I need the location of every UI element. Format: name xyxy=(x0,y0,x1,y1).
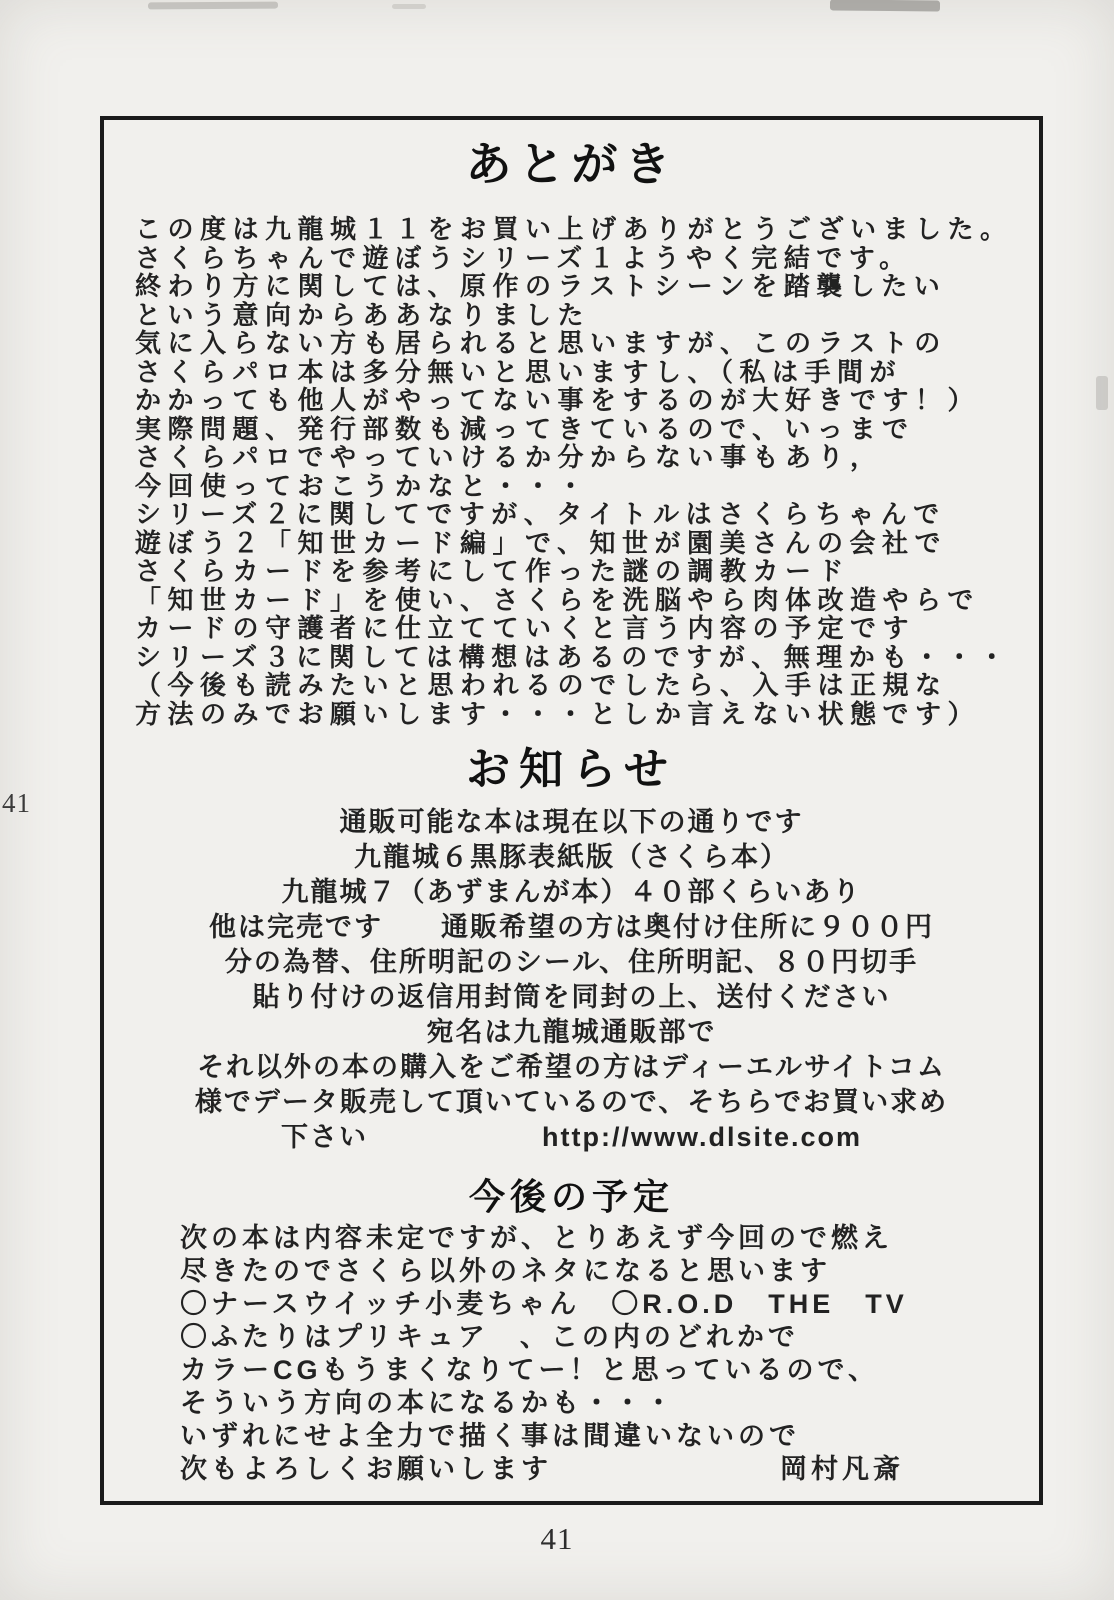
scan-artifact xyxy=(148,2,278,10)
afterword-line: さくらカードを参考にして作った謎の調教カード xyxy=(135,556,851,586)
notice-line-with-url: 下さい http://www.dlsite.com xyxy=(280,1122,862,1152)
afterword-line: 終わり方に関しては、原作のラストシーンを踏襲したい xyxy=(135,271,947,301)
notice-line: 他は完売です 通販希望の方は奥付け住所に９００円 xyxy=(209,912,934,942)
plans-line: いずれにせよ全力で描く事は間違いないので xyxy=(180,1421,800,1451)
notice-line: 分の為替、住所明記のシール、住所明記、８０円切手 xyxy=(224,947,919,977)
afterword-line: シリーズ３に関しては構想はあるのですが、無理かも・・・ xyxy=(135,641,1012,672)
afterword-line: シリーズ２に関してですが、タイトルはさくらちゃんで xyxy=(135,499,946,529)
afterword-line: （今後も読みたいと思われるのでしたら、入手は正規な xyxy=(135,670,948,700)
afterword-line: 今回使っておこうかなと・・・ xyxy=(135,470,591,501)
notice-line: 貼り付けの返信用封筒を同封の上、送付ください xyxy=(252,982,891,1012)
afterword-line: 遊ぼう２「知世カード編」で、知世が園美さんの会社で xyxy=(135,527,947,558)
plans-line: カラーCGもうまくなりてー！と思っているので、 xyxy=(180,1355,879,1385)
notice-line: 九龍城７（あずまんが本）４０部くらいあり xyxy=(281,877,862,907)
notice-title: お知らせ xyxy=(466,745,677,794)
scan-artifact xyxy=(392,4,426,9)
plans-line: そういう方向の本になるかも・・・ xyxy=(180,1388,676,1418)
afterword-line: この度は九龍城１１をお買い上げありがとうございました。 xyxy=(135,214,1013,244)
notice-line: 宛名は九龍城通販部で xyxy=(426,1017,717,1047)
scan-artifact xyxy=(1096,376,1108,410)
margin-page-number: 41 xyxy=(2,788,31,818)
author-signature: 岡村凡斎 xyxy=(780,1454,904,1484)
notice-line: それ以外の本の購入をご希望の方はディーエルサイトコム xyxy=(197,1052,946,1082)
content-frame xyxy=(100,116,1043,1505)
plans-title: 今後の予定 xyxy=(468,1176,674,1217)
plans-section xyxy=(104,1222,1039,1486)
plans-closing-text: 次もよろしくお願いします xyxy=(180,1454,552,1484)
plans-line: 〇ふたりはプリキュア 、この内のどれかで xyxy=(180,1322,799,1352)
notice-line: 通販可能な本は現在以下の通りです xyxy=(339,807,804,837)
plans-closing-row xyxy=(180,1453,1009,1486)
notice-line: 九龍城６黒豚表紙版（さくら本） xyxy=(354,842,789,872)
afterword-line: さくらパロでやっていけるか分からない事もあり， xyxy=(135,442,883,472)
afterword-line: 方法のみでお願いします・・・としか言えない状態です） xyxy=(135,698,981,729)
afterword-paragraph xyxy=(104,215,1039,728)
afterword-line: さくらパロ本は多分無いと思いますし、（私は手間が xyxy=(135,356,903,387)
plans-line: 〇ナースウイッチ小麦ちゃん 〇R.O.D THE TV xyxy=(180,1289,908,1319)
afterword-line: という意向からああなりました xyxy=(135,299,591,330)
scan-artifact xyxy=(830,0,940,12)
notice-line: 様でデータ販売して頂いているので、そちらでお買い求め xyxy=(194,1087,949,1117)
plans-line: 尽きたのでさくら以外のネタになると思います xyxy=(180,1256,831,1286)
plans-line: 次の本は内容未定ですが、とりあえず今回ので燃え xyxy=(180,1223,893,1253)
afterword-line: 実際問題、発行部数も減ってきているので、いっまで xyxy=(135,413,915,444)
notice-section xyxy=(104,805,1039,1155)
footer-page-number: 41 xyxy=(540,1521,574,1556)
afterword-line: 気に入らない方も居られると思いますが、このラストの xyxy=(135,328,947,358)
afterword-line: 「知世カード」を使い、さくらを洗脳やら肉体改造やらで xyxy=(135,584,980,615)
afterword-line: さくらちゃんで遊ぼうシリーズ１ようやく完結です。 xyxy=(135,242,912,273)
afterword-line: カードの守護者に仕立てていくと言う内容の予定です xyxy=(135,613,916,643)
afterword-title: あとがき xyxy=(465,138,678,190)
afterword-line: かかっても他人がやってない事をするのが大好きです！） xyxy=(135,385,981,415)
